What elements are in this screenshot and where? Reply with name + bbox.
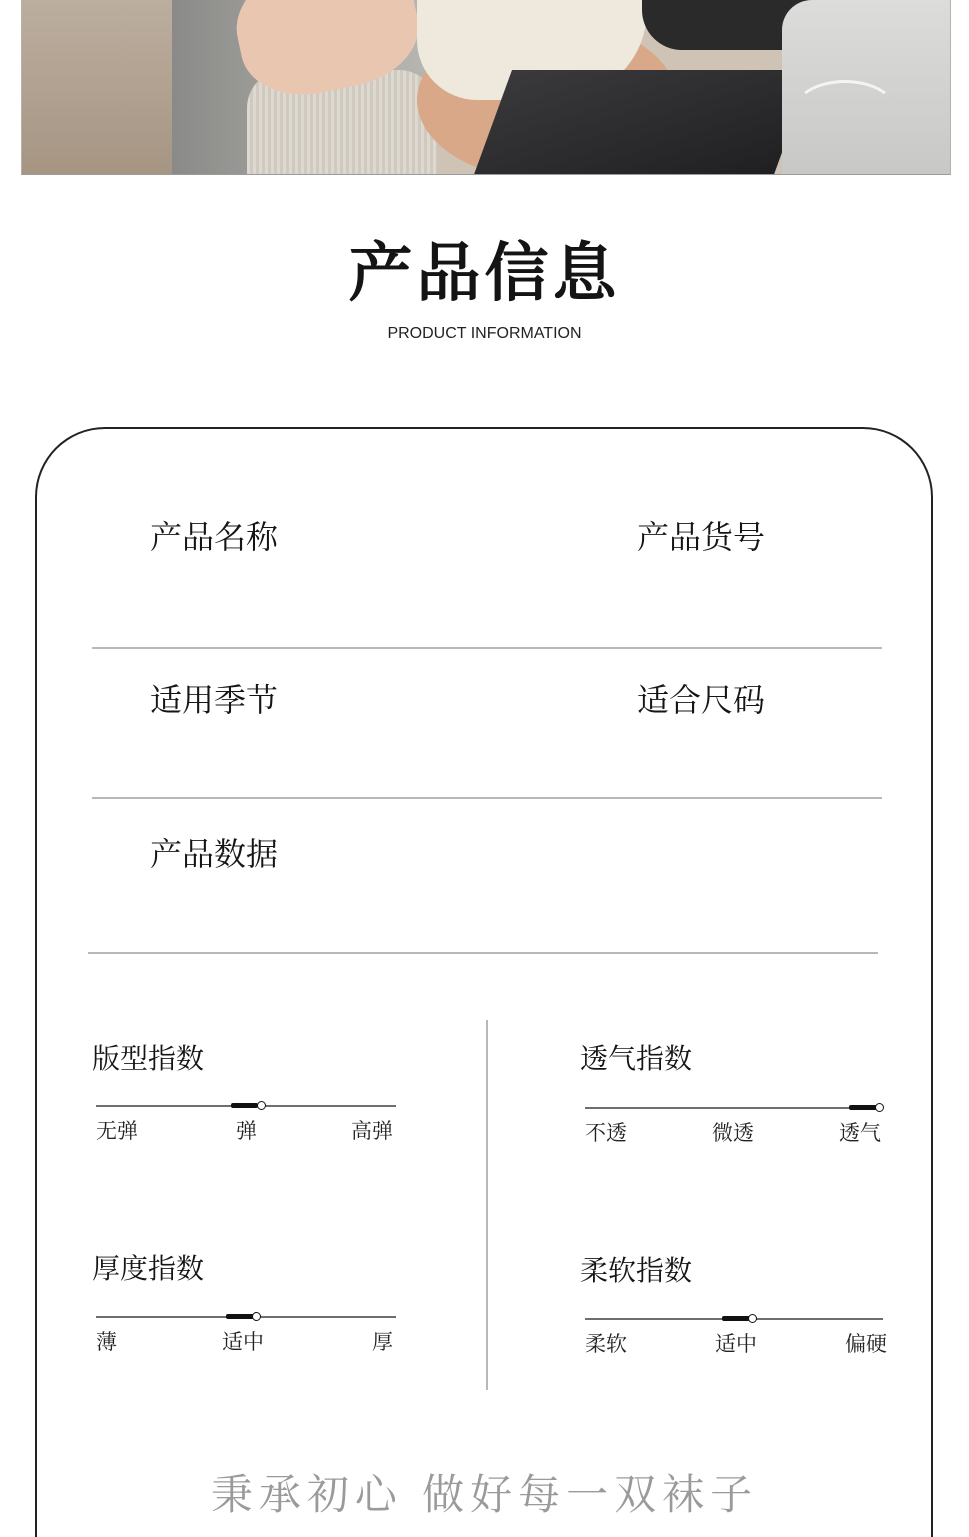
scale-knob <box>252 1312 261 1321</box>
scale-tick: 适中 <box>715 1332 757 1356</box>
scale-marker <box>722 1316 750 1321</box>
product-name-label: 产品名称 <box>150 518 279 556</box>
breathability-index-scale <box>585 1107 883 1145</box>
thickness-index-scale <box>96 1316 396 1354</box>
scale-tick: 适中 <box>222 1330 264 1354</box>
scale-tick: 薄 <box>96 1330 117 1354</box>
scale-tick: 高弹 <box>351 1119 393 1143</box>
season-label: 适用季节 <box>150 681 279 719</box>
scale-tick: 无弹 <box>96 1119 138 1143</box>
product-photo <box>21 0 951 175</box>
scale-tick: 弹 <box>236 1119 257 1143</box>
fit-index-title: 版型指数 <box>92 1042 205 1075</box>
divider <box>88 952 878 954</box>
scale-tick: 透气 <box>839 1121 881 1145</box>
product-code-label: 产品货号 <box>637 518 766 556</box>
scale-tick: 柔软 <box>585 1332 627 1356</box>
page-subtitle: PRODUCT INFORMATION <box>387 325 582 342</box>
scale-marker <box>849 1105 877 1110</box>
divider <box>92 647 882 649</box>
product-data-label: 产品数据 <box>150 835 279 873</box>
scale-knob <box>748 1314 757 1323</box>
scale-marker <box>226 1314 254 1319</box>
divider <box>92 797 882 799</box>
scale-tick: 偏硬 <box>845 1332 887 1356</box>
size-label: 适合尺码 <box>637 681 766 719</box>
scale-tick: 厚 <box>372 1330 393 1354</box>
product-info-card <box>35 427 933 1537</box>
scale-tick: 微透 <box>712 1121 754 1145</box>
softness-index-title: 柔软指数 <box>580 1254 693 1287</box>
softness-index-scale <box>585 1318 887 1356</box>
scale-knob <box>875 1103 884 1112</box>
vertical-divider <box>486 1020 488 1390</box>
photo-hoodie-cord <box>792 80 898 146</box>
photo-ripped-jeans <box>472 70 812 175</box>
scale-marker <box>231 1103 258 1108</box>
page-title: 产品信息 <box>348 237 621 311</box>
brand-slogan: 秉承初心 做好每一双袜子 <box>210 1470 759 1519</box>
breathability-index-title: 透气指数 <box>580 1042 693 1075</box>
thickness-index-title: 厚度指数 <box>92 1252 205 1285</box>
fit-index-scale <box>96 1105 396 1143</box>
photo-floor <box>22 0 187 174</box>
scale-tick: 不透 <box>585 1121 627 1145</box>
scale-knob <box>257 1101 266 1110</box>
